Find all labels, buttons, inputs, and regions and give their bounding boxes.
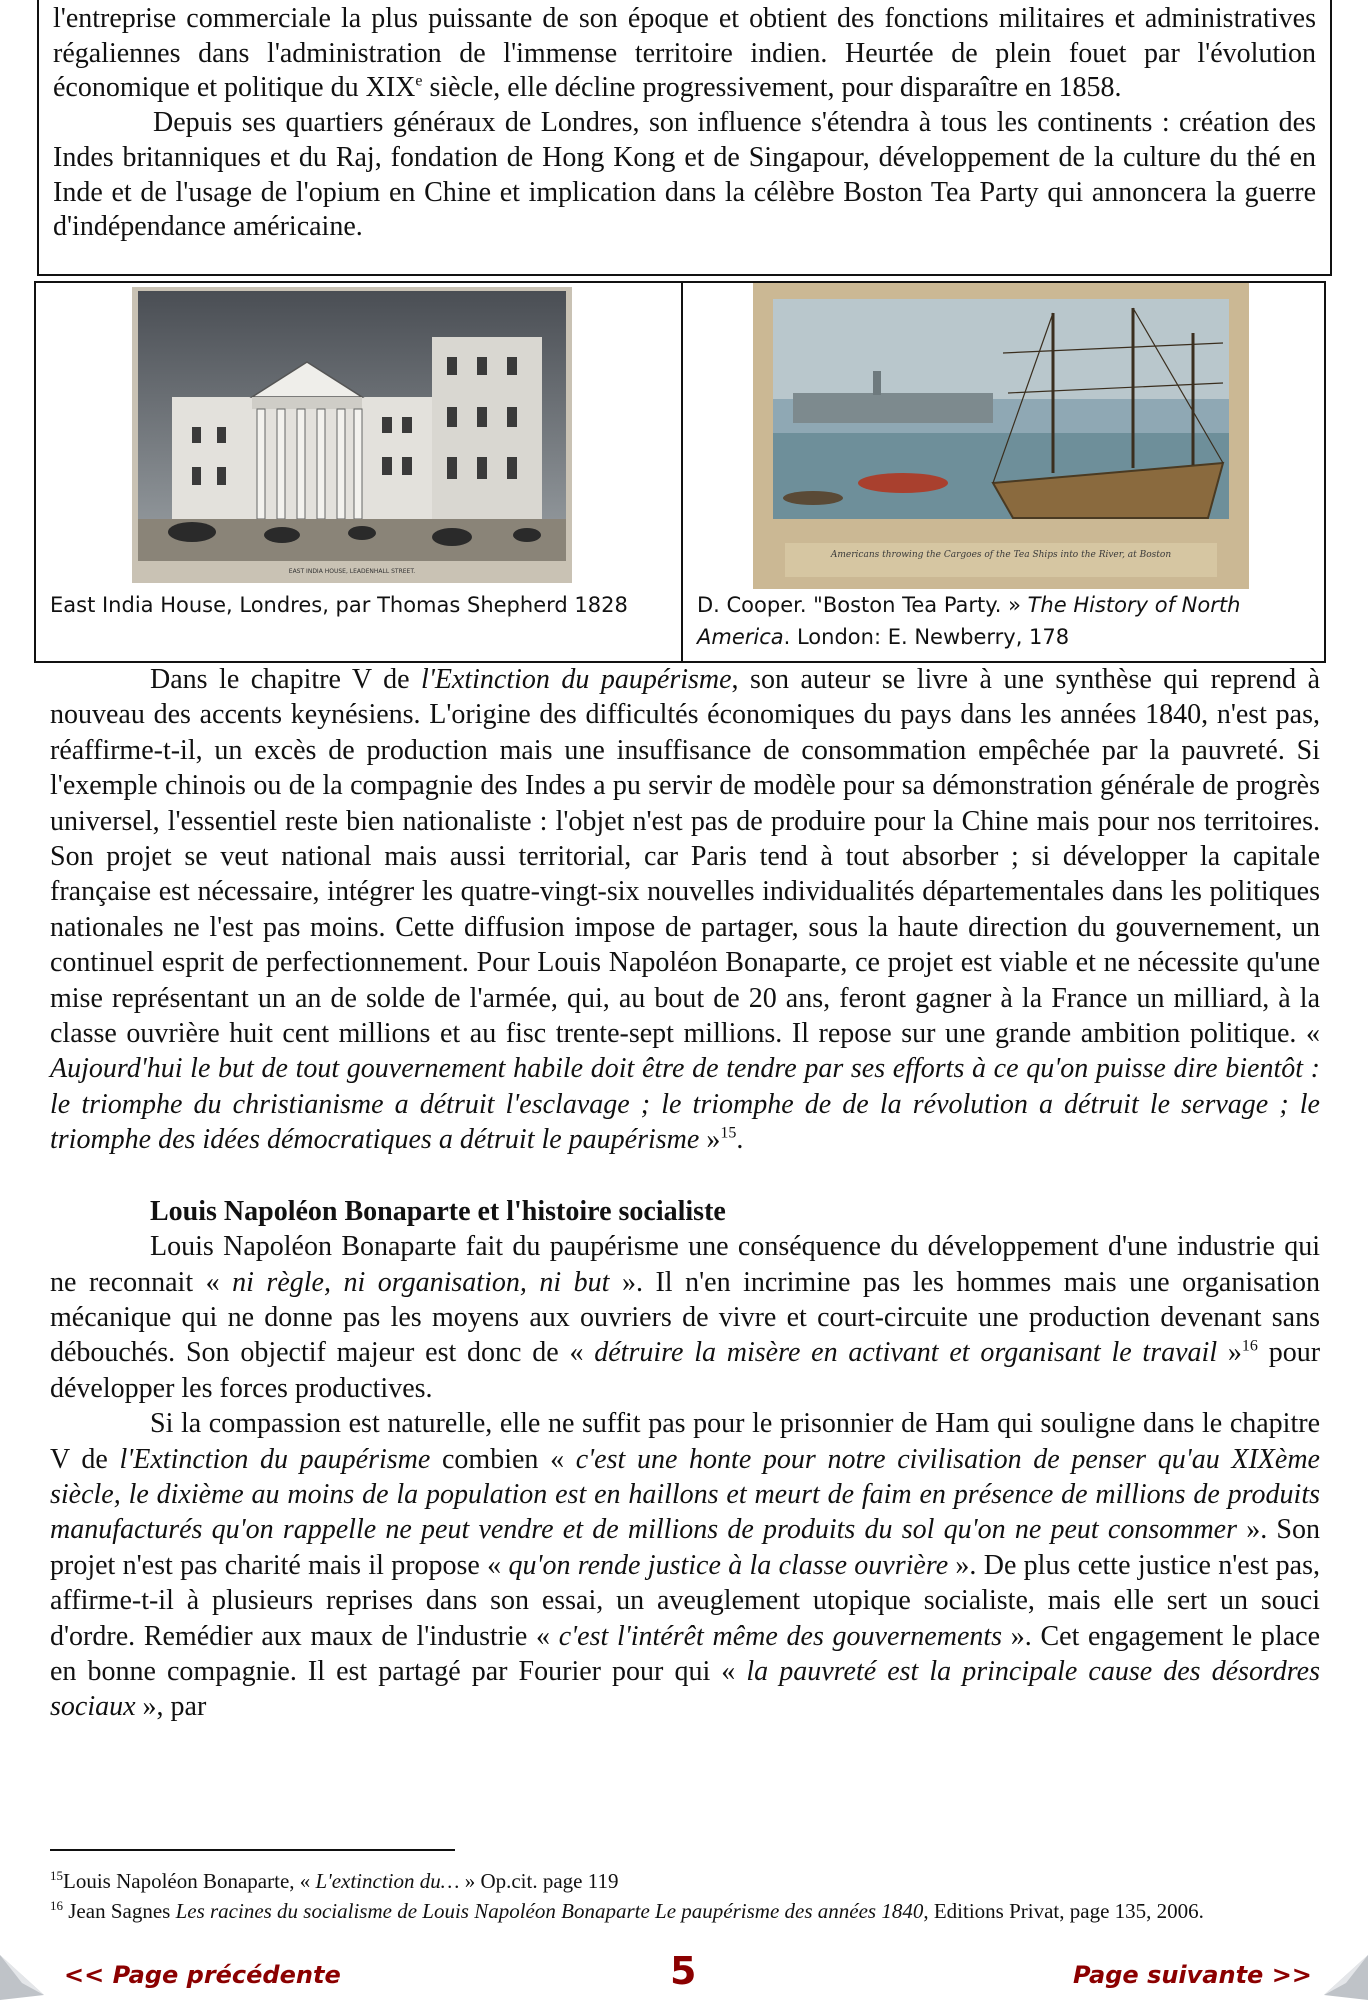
next-page-link[interactable]: Page suivante >> bbox=[1073, 1961, 1312, 1989]
intro-paragraph-1: l'entreprise commerciale la plus puissante de son époque et obtient des fonctions militaires et administratives régaliennes dans l'administration de l'immense territoire indien. Heurtée de plein fouet par l'évolution économique et politique du XIXe siècle, elle décline progressivement, pour disparaître en 1858. bbox=[53, 3, 1316, 104]
page-curl-right-icon bbox=[1324, 1955, 1368, 2000]
main-text bbox=[50, 662, 1320, 1725]
footnote-15: $^{15}$Louis Napoléon Bonaparte, « L'extinction du… » Op.cit. page 119 bbox=[50, 1868, 619, 1893]
intro-paragraph-2: Depuis ses quartiers généraux de Londres, son influence s'étendra à tous les continents : création des Indes britanniques et du Raj, fondation de Hong Kong et de Singapour, développement de la culture du thé en Inde et de l'usage de l'opium en Chine et implication dans la célèbre Boston Tea Party qui annoncera la guerre d'indépendance américaine. bbox=[53, 107, 1316, 243]
page-curl-left-icon bbox=[0, 1955, 44, 2000]
section-heading: Louis Napoléon Bonaparte et l'histoire socialiste bbox=[150, 1195, 726, 1227]
boston-tea-party-engraving bbox=[753, 283, 1249, 589]
footnote-ref-15[interactable]: 15 bbox=[720, 1124, 737, 1142]
svg-text:Americans throwing the Cargoes: Americans throwing the Cargoes of the Tea Ships into the River, at Boston bbox=[830, 550, 1172, 560]
previous-page-link[interactable]: << Page précédente bbox=[64, 1961, 341, 1989]
footnote-16: $^{16}$ Jean Sagnes Les racines du socialisme de Louis Napoléon Bonaparte Le paupérisme des années 1840, Editions Privat, page 135, 2006. bbox=[50, 1898, 1204, 1923]
east-india-house-engraving bbox=[132, 287, 572, 583]
image-cell-east-india-house bbox=[36, 283, 683, 661]
body-paragraph-1: Dans le chapitre V de l'Extinction du paupérisme, son auteur se livre à une synthèse qui reprend à nouveau des accents keynésiens. L'origine des difficultés économiques du pays dans les années 1840, n'est pas, réaffirme-t-il, un excès de production mais une insuffisance de consommation empêchée par la pauvreté. Si l'exemple chinois ou de la compagnie des Indes a pu servir de modèle pour sa démonstration générale de progrès universel, l'essentiel reste bien nationaliste : l'objet n'est pas de produire pour la Chine mais pour nos territoires. Son projet se veut national mais aussi territorial, car Paris tend à tout absorber ; si développer la capitale française est nécessaire, intégrer les quatre-vingt-six nouvelles individualités départementales dans les politiques nationales ne l'est pas moins. Cette diffusion impose de partager, sous la haute direction du gouvernement, un continuel esprit de perfectionnement. Pour Louis Napoléon Bonaparte, ce projet est viable et ne nécessite qu'une mise représentant un an de solde de l'armée, qui, au bout de 20 ans, feront gagner à la France un milliard, à la classe ouvrière huit cent millions et au fisc trente-sept millions. Il repose sur une grande ambition politique. « Aujourd'hui le but de tout gouvernement habile doit être de tendre par ses efforts à ce qu'on puisse dire bientôt : le triomphe du christianisme a détruit l'esclavage ; le triomphe de de la révolution a détruit le servage ; le triomphe des idées démocratiques a détruit le paupérisme »$^{15}$. bbox=[50, 664, 1321, 1156]
page-navigation bbox=[0, 1949, 1368, 2000]
body-paragraph-3: Si la compassion est naturelle, elle ne suffit pas pour le prisonnier de Ham qui souligne dans le chapitre V de l'Extinction du paupérisme combien « c'est une honte pour notre civilisation de penser qu'au XIXème siècle, le dixième au moins de la population est en haillons et meurt de faim en présence de millions de produits manufacturés qu'on rappelle ne peut vendre et de millions de produits du sol qu'on ne peut consommer ». Son projet n'est pas charité mais il propose « qu'on rende justice à la classe ouvrière ». De plus cette justice n'est pas, affirme-t-il à plusieurs reprises dans son essai, un aveuglement utopique socialiste, mais elle sert un souci d'ordre. Remédier aux maux de l'industrie « c'est l'intérêt même des gouvernements ». Cet engagement le place en bonne compagnie. Il est partagé par Fourier pour qui « la pauvreté est la principale cause des désordres sociaux », par bbox=[50, 1408, 1321, 1723]
boston-tea-party-caption: D. Cooper. "Boston Tea Party. » The History of North America. London: E. Newberry, 178 bbox=[697, 593, 1241, 649]
page-number: 5 bbox=[670, 1949, 697, 1993]
intro-box bbox=[37, 0, 1332, 276]
image-cell-boston-tea-party bbox=[683, 283, 1324, 661]
east-india-house-caption: East India House, Londres, par Thomas Shepherd 1828 bbox=[50, 593, 628, 617]
image-table bbox=[34, 281, 1326, 663]
footnote-divider bbox=[50, 1849, 455, 1851]
body-paragraph-2: Louis Napoléon Bonaparte fait du paupérisme une conséquence du développement d'une industrie qui ne reconnait « ni règle, ni organisation, ni but ». Il n'en incrimine pas les hommes mais une organisation mécanique qui ne donne pas les moyens aux ouvriers de vivre et court-circuite une production devenant sans débouchés. Son objectif majeur est donc de « détruire la misère en activant et organisant le travail »$^{16}$ pour développer les forces productives. bbox=[50, 1231, 1321, 1404]
footnote-ref-16[interactable]: 16 bbox=[1241, 1337, 1258, 1355]
footnotes bbox=[50, 1866, 1320, 1926]
svg-text:EAST INDIA HOUSE, LEADENHALL S: EAST INDIA HOUSE, LEADENHALL STREET. bbox=[288, 568, 416, 575]
